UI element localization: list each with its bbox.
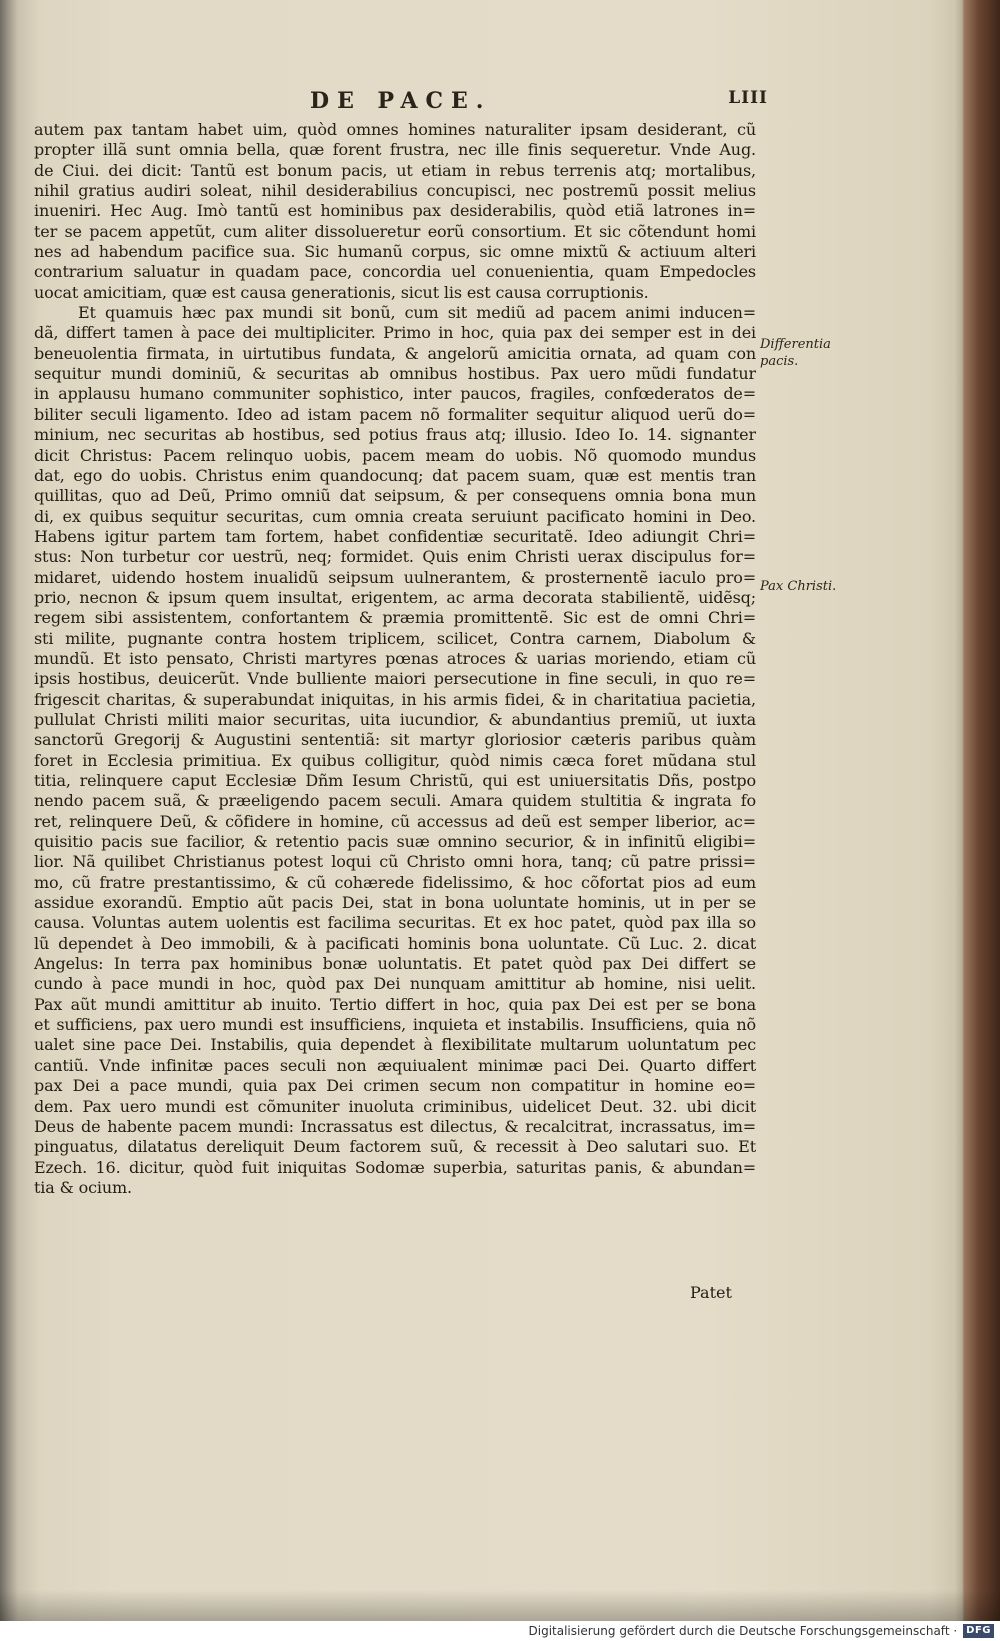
digitization-footer — [0, 1621, 1000, 1641]
text-line: Angelus: In terra pax hominibus bonæ uoluntatis. Et patet quòd pax Dei differt se — [34, 954, 756, 974]
text-line: biliter seculi ligamento. Ideo ad istam pacem nõ formaliter sequitur aliquod uerũ do= — [34, 404, 756, 424]
text-line: cantiũ. Vnde infinitæ paces seculi non æquiualent minimæ paci Dei. Quarto differt — [34, 1055, 756, 1075]
text-line: quillitas, quo ad Deũ, Primo omniũ dat seipsum, & per consequens omnia bona mun — [34, 486, 756, 506]
text-line: frigescit charitas, & superabundat iniquitas, in his armis fidei, & in charitatiua pacietia, — [34, 689, 756, 709]
text-line: contrarium saluatur in quadam pace, concordia uel conuenientia, quam Empedocles — [34, 262, 756, 282]
text-line: tia & ocium. — [34, 1177, 132, 1197]
text-line: Et quamuis hæc pax mundi sit bonũ, cum sit mediũ ad pacem animi inducen= — [78, 303, 756, 323]
marginal-note-differentia: Differentia pacis. — [760, 337, 831, 369]
text-line: propter illã sunt omnia bella, quæ forent frustra, nec ille finis sequeretur. Vnde Aug. — [34, 140, 756, 160]
text-line: Pax aũt mundi amittitur ab inuito. Tertio differt in hoc, quia pax Dei est per se bona — [34, 994, 756, 1014]
text-line: uocat amicitiam, quæ est causa generationis, sicut lis est causa corruptionis. — [34, 282, 649, 302]
text-line: pax Dei a pace mundi, quia pax Dei crimen secum non compatitur in homine eo= — [34, 1076, 756, 1096]
text-line: ualet sine pace Dei. Instabilis, quia dependet à flexibilitate multarum uoluntatum pec — [34, 1035, 756, 1055]
book-page-edge — [964, 0, 1000, 1625]
text-line: sanctorũ Gregorij & Augustini sententiã: sit martyr gloriosior cæteris paribus quàm — [34, 730, 756, 750]
text-line: sequitur mundi dominiũ, & securitas ab omnibus hostibus. Pax uero mũdi fundatur — [34, 364, 756, 384]
text-line: prio, necnon & ipsum quem insultat, erigentem, ac arma decorata stabilientẽ, uidẽsq; — [34, 587, 756, 607]
body-text — [34, 120, 756, 1198]
text-line: ter se pacem appetũt, cum aliter dissolueretur eorũ consortium. Et sic cõtendunt homi — [34, 221, 756, 241]
text-line: dã, differt tamen à pace dei multipliciter. Primo in hoc, quia pax dei semper est in dei — [34, 323, 756, 343]
text-line: nes ad habendum pacifice sua. Sic humanũ corpus, sic omne mixtũ & actiuum alteri — [34, 242, 756, 262]
text-line: titia, relinquere caput Ecclesiæ Dñm Iesum Christũ, qui est uniuersitatis Dñs, postpo — [34, 771, 756, 790]
text-line: beneuolentia firmata, in uirtutibus fundata, & angelorũ amicitia ornata, ad quam con — [34, 343, 756, 363]
text-line: midaret, uidendo hostem inualidũ seipsum uulnerantem, & prosternentẽ iaculo pro= — [34, 567, 756, 587]
text-line: nendo pacem suã, & præeligendo pacem seculi. Amara quidem stultitia & ingrata fo — [34, 791, 756, 811]
marginal-note-pax-christi: Pax Christi. — [760, 579, 837, 594]
text-line: assidue exorandũ. Emptio aũt pacis Dei, stat in bona uoluntate hominis, ut in per se — [34, 893, 756, 913]
folio-number: LIII — [728, 88, 768, 108]
text-line: dem. Pax uero mundi est cõmuniter inuoluta criminibus, uidelicet Deut. 32. ubi dicit — [34, 1096, 756, 1116]
text-line: foret in Ecclesia primitiua. Ex quibus colligitur, quòd nimis cæca foret mũdana stul — [34, 750, 756, 770]
page-bottom-shadow — [0, 1590, 1000, 1621]
text-line: cundo à pace mundi in hoc, quòd pax Dei nunquam amittitur ab homine, nisi uelit. — [34, 974, 756, 994]
text-line: pinguatus, dilatatus dereliquit Deum factorem suũ, & recessit à Deo salutari suo. Et — [34, 1137, 756, 1157]
text-line: dat, ego do uobis. Christus enim quandocunq; dat pacem suam, quæ est mentis tran — [34, 465, 756, 485]
text-line: minium, nec securitas ab hostibus, sed potius fraus atq; illusio. Ideo Io. 14. signanter — [34, 425, 756, 445]
dfg-logo: DFG — [963, 1624, 994, 1638]
text-line: quisitio pacis sue facilior, & retentio pacis suæ omnino securior, & in infinitũ eligibi= — [34, 832, 756, 852]
text-line: in applausu humano communiter sophistico, inter paucos, fragiles, confœderatos de= — [34, 384, 756, 404]
running-head: DE PACE. — [310, 88, 492, 114]
text-line: Habens igitur partem tam fortem, habet confidentiæ securitatẽ. Ideo adiungit Chri= — [34, 526, 756, 546]
text-line: Ezech. 16. dicitur, quòd fuit iniquitas Sodomæ superbia, saturitas panis, & abundan= — [34, 1157, 756, 1177]
text-line: mo, cũ fratre prestantissimo, & cũ cohærede fidelissimo, & hoc cõfortat pios ad eum — [34, 872, 756, 892]
text-line: de Ciui. dei dicit: Tantũ est bonum pacis, ut etiam in rebus terrenis atq; mortalibus, — [34, 160, 756, 180]
text-line: regem sibi assistentem, confortantem & præmia promittentẽ. Sic est de omni Chri= — [34, 608, 756, 628]
text-line: di, ex quibus sequitur securitas, cum omnia creata seruiunt pacificato homini in Deo. — [34, 506, 756, 526]
text-line: et sufficiens, pax uero mundi est insufficiens, inquieta et instabilis. Insufficiens, quia nõ — [34, 1015, 756, 1035]
text-line: sti milite, pugnante contra hostem triplicem, scilicet, Contra carnem, Diabolum & — [34, 628, 756, 648]
catchword: Patet — [690, 1283, 732, 1302]
text-line: autem pax tantam habet uim, quòd omnes homines naturaliter ipsam desiderant, cũ — [34, 120, 756, 139]
text-line: pullulat Christi militi maior securitas, uita iucundior, & abundantius premiũ, ut iuxta — [34, 709, 756, 729]
text-line: inueniri. Hec Aug. Imò tantũ est hominibus pax desiderabilis, quòd etiã latrones in= — [34, 201, 756, 221]
text-line: dicit Christus: Pacem relinquo uobis, pacem meam do uobis. Nõ quomodo mundus — [34, 445, 756, 465]
text-line: ret, relinquere Deũ, & cõfidere in homine, cũ accessus ad deũ est semper liberior, ac= — [34, 811, 756, 831]
text-line: lũ dependet à Deo immobili, & à pacificati hominis bona uoluntate. Cũ Luc. 2. dicat — [34, 933, 756, 953]
text-line: causa. Voluntas autem uolentis est facilima securitas. Et ex hoc patet, quòd pax illa so — [34, 913, 756, 933]
text-line: mundũ. Et isto pensato, Christi martyres pœnas atroces & uarias moriendo, etiam cũ — [34, 648, 756, 668]
text-line: ipsis hostibus, deuicerũt. Vnde bulliente maiori persecutione in fine seculi, in quo re= — [34, 669, 756, 689]
text-line: lior. Nã quilibet Christianus potest loqui cũ Christo omni hora, tanq; cũ patre prissi= — [34, 852, 756, 872]
text-line: nihil gratius audiri soleat, nihil desiderabilius concupisci, nec postremũ possit melius — [34, 181, 756, 201]
text-line: stus: Non turbetur cor uestrũ, neq; formidet. Quis enim Christi uerax discipulus for= — [34, 547, 756, 567]
text-line: Deus de habente pacem mundi: Incrassatus est dilectus, & recalcitrat, incrassatus, im= — [34, 1116, 756, 1136]
footer-credit: Digitalisierung gefördert durch die Deutsche Forschungsgemeinschaft · — [528, 1624, 958, 1638]
